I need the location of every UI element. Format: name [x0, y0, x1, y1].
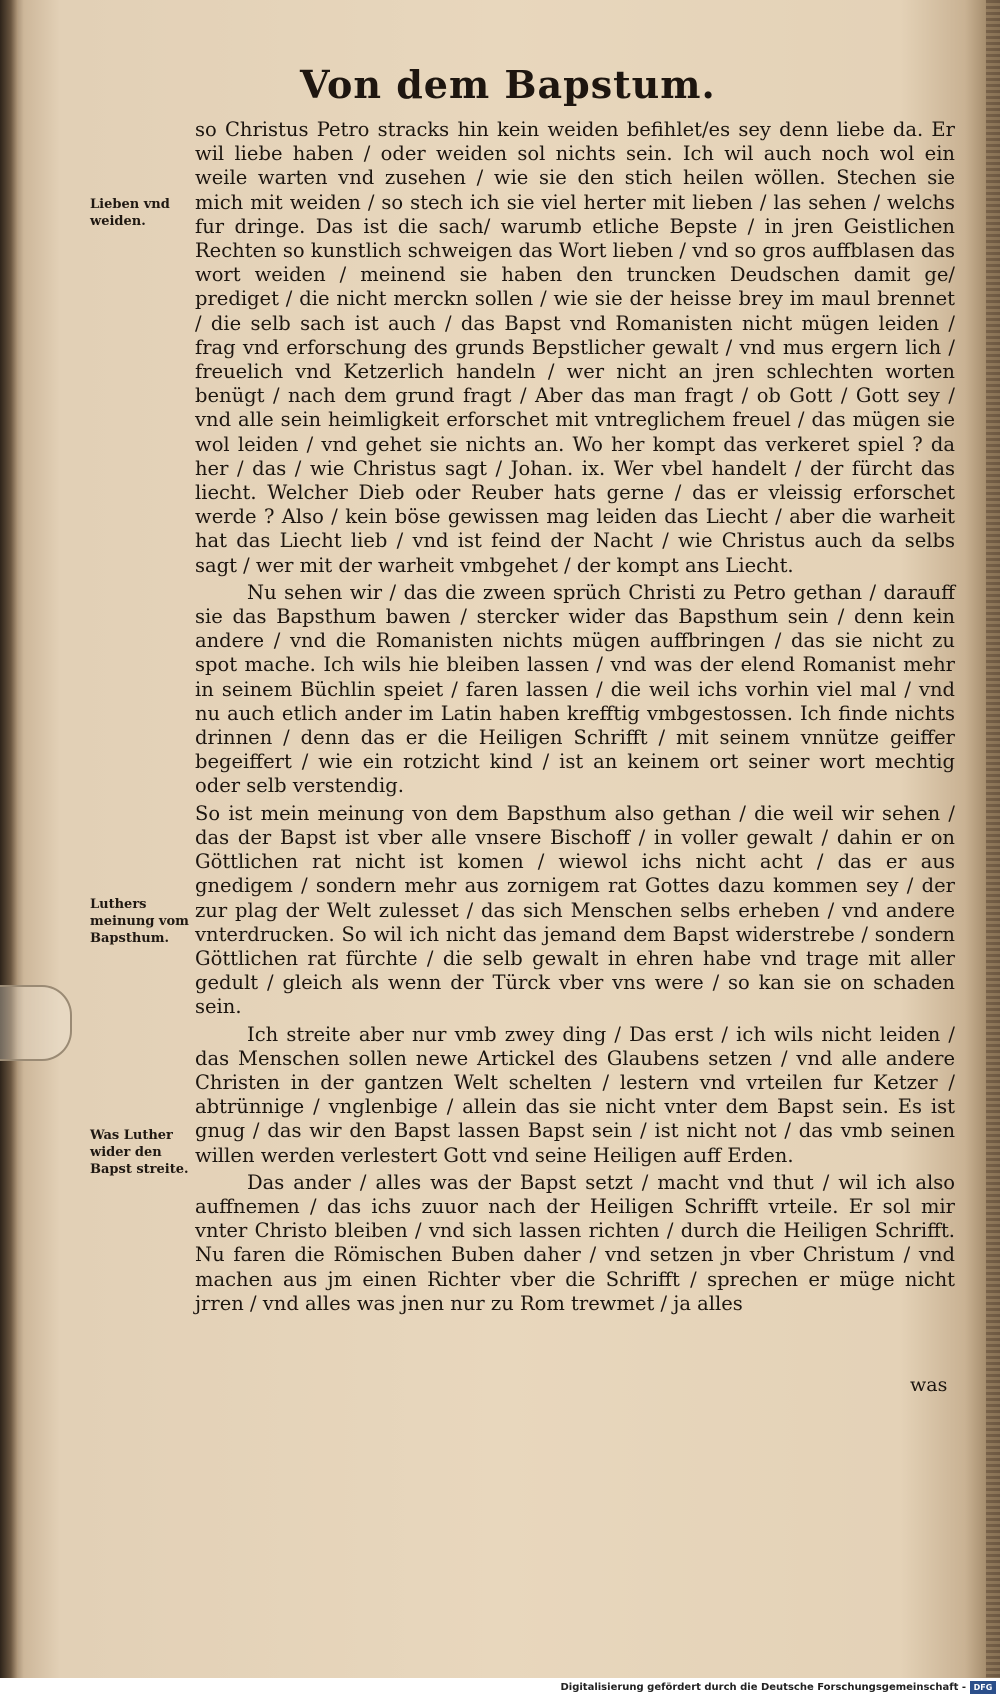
page-binding-edge [0, 0, 18, 1678]
digitization-footer [0, 1678, 1000, 1697]
running-title: Von dem Bapstum. [300, 62, 716, 107]
main-text-column [195, 118, 955, 1319]
dfg-logo-icon: DFG [970, 1681, 996, 1694]
marginal-note-3: Was Luther wider den Bapst streite. [90, 1128, 189, 1177]
paragraph-5: Das ander / alles was der Bapst setzt / macht vnd thut / wil ich also auffnemen / das ichs zuuor nach der Heiligen Schrifft vrteile. Er sol mir vnter Christo bleiben / vnd sich lassen richten / durch die Heiligen Schrifft. Nu faren die Römischen Buben daher / vnd setzen jn vber Christum / vnd machen aus jm einen Richter vber die Schrifft / sprechen er müge nicht jrren / vnd alles was jnen nur zu Rom trewmet / ja alles [195, 1170, 955, 1315]
paragraph-3: So ist mein meinung von dem Bapsthum also gethan / die weil wir sehen / das der Bapst ist vber alle vnsere Bischoff / in voller gewalt / dahin er on Göttlichen rat nicht ist komen / wiewol ichs nicht acht / das er aus gnedigem / sondern mehr aus zornigem rat Gottes dazu kommen sey / der zur plag der Welt zulesset / das sich Menschen selbs erheben / vnd andere vnterdrucken. So wil ich nicht das jemand dem Bapst widerstrebe / sondern Göttlichen rat fürchte / die selb gewalt in ehren habe vnd trage mit aller gedult / gleich als wenn der Türck vber vns were / so kan sie on schaden sein. [195, 801, 955, 1019]
paper-clip-mark [0, 985, 72, 1061]
paragraph-1: so Christus Petro stracks hin kein weiden befihlet/es sey denn liebe da. Er wil liebe haben / oder weiden sol nichts sein. Ich wil auch noch wol ein weile warten vnd zusehen / wie sie den stich heilen wöllen. Stechen sie mich mit weiden / so stech ich sie viel herter mit lieben / las sehen / welchs fur dringe. Das ist die sach/ warumb etliche Bepste / in jren Geistlichen Rechten so kunstlich schweigen das Wort lieben / vnd so gros auffblasen das wort weiden / meinend sie haben den truncken Deudschen damit ge/ prediget / die nicht merckn sollen / wie sie der heisse brey im maul brennet / die selb sach ist auch / das Bapst vnd Romanisten nicht mügen leiden / frag vnd erforschung des grunds Bepstlicher gewalt / vnd mus ergern lich / freuelich vnd Ketzerlich handeln / wer nicht an jren schlechten worten benügt / nach dem grund fragt / Aber das man fragt / ob Gott / Gott sey / vnd alle sein heimligkeit erforschet mit vntreglichem freuel / das mügen sie wol leiden / vnd gehet sie nichts an. Wo her kompt das verkeret spiel ? da her / das / wie Christus sagt / Johan. ix. Wer vbel handelt / der fürcht das liecht. Welcher Dieb oder Reuber hats gerne / das er vleissig erforschet werde ? Also / kein böse gewissen mag leiden das Liecht / aber die warheit hat das Liecht lieb / vnd ist feind der Nacht / wie Christus auch da selbs sagt / wer mit der warheit vmbgehet / der kompt ans Liecht. [195, 118, 955, 577]
marginal-note-1: Lieben vnd weiden. [90, 197, 170, 229]
page-fore-edge [986, 0, 1000, 1678]
paragraph-4: Ich streite aber nur vmb zwey ding / Das erst / ich wils nicht leiden / das Menschen sollen newe Artickel des Glaubens setzen / vnd alle andere Christen in der gantzen Welt schelten / lestern vnd vrteilen fur Ketzer / abtrünnige / vnglenbige / allein das sie nicht vnter dem Bapst sein. Es ist gnug / das wir den Bapst lassen Bapst sein / ist nicht not / das vmb seinen willen werden verlestert Gott vnd seine Heiligen auff Erden. [195, 1022, 955, 1167]
paragraph-2: Nu sehen wir / das die zween sprüch Christi zu Petro gethan / darauff sie das Bapsthum bawen / stercker wider das Bapsthum sein / denn kein andere / vnd die Romanisten nichts mügen auffbringen / das sie nicht zu spot mache. Ich wils hie bleiben lassen / vnd was der elend Romanist mehr in seinem Büchlin speiet / faren lassen / die weil ichs vorhin viel mal / vnd nu auch etlich ander im Latin haben krefftig vmbgestossen. Ich finde nichts drinnen / denn das er die Heiligen Schrifft / mit seinem vnnütze geiffer begeiffert / wie ein rotzicht kind / ist an keinem ort seiner wort mechtig oder selb verstendig. [195, 580, 955, 798]
marginal-note-2: Luthers meinung vom Bapsthum. [90, 897, 189, 946]
catchword: was [910, 1374, 948, 1396]
footer-credit: Digitalisierung gefördert durch die Deutsche Forschungsgemeinschaft - [560, 1682, 966, 1693]
